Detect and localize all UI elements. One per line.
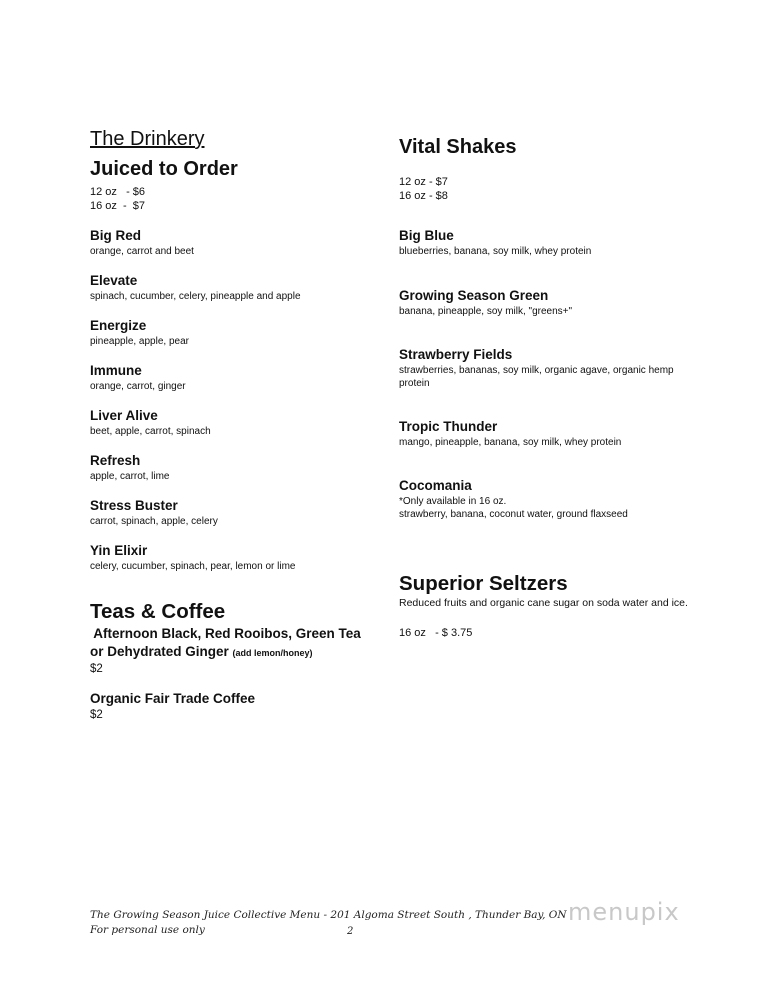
- item-desc: strawberry, banana, coconut water, ground flaxseed: [399, 509, 628, 520]
- item-name: Tropic Thunder: [399, 419, 498, 434]
- menu-item: [399, 227, 699, 258]
- item-name: Liver Alive: [90, 408, 158, 423]
- teas-line-1: Afternoon Black, Red Rooibos, Green Tea: [90, 626, 361, 641]
- item-desc: mango, pineapple, banana, soy milk, whey protein: [399, 437, 622, 448]
- shakes-price-12: 12 oz - $7: [399, 176, 448, 188]
- item-name: Energize: [90, 318, 147, 333]
- teas-line-2-text: or Dehydrated Ginger: [90, 644, 229, 659]
- seltzers-title: Superior Seltzers: [399, 572, 568, 595]
- footer-line-1: The Growing Season Juice Collective Menu - 201 Algoma Street South , Thunder Bay, ON: [90, 909, 567, 921]
- page-number: 2: [347, 926, 354, 937]
- shakes-prices: [399, 175, 699, 203]
- menu-item: [90, 227, 370, 258]
- teas-section: [90, 599, 370, 722]
- juiced-price-16: 16 oz - $7: [90, 200, 146, 212]
- menu-item: [399, 418, 699, 449]
- item-name: Big Blue: [399, 228, 454, 243]
- coffee-name: Organic Fair Trade Coffee: [90, 691, 256, 706]
- item-desc: pineapple, apple, pear: [90, 336, 189, 347]
- watermark-logo: menupix: [568, 898, 680, 926]
- left-column: [90, 128, 370, 722]
- brand-title: The Drinkery: [90, 128, 205, 150]
- shakes-price-16: 16 oz - $8: [399, 190, 448, 202]
- item-note: *Only available in 16 oz.: [399, 496, 507, 507]
- shakes-title: Vital Shakes: [399, 136, 517, 158]
- menu-item: [399, 346, 699, 390]
- teas-note: (add lemon/honey): [232, 648, 313, 658]
- item-desc: banana, pineapple, soy milk, "greens+": [399, 306, 573, 317]
- item-name: Immune: [90, 363, 142, 378]
- item-name: Strawberry Fields: [399, 347, 513, 362]
- item-desc: orange, carrot, ginger: [90, 381, 186, 392]
- seltzers-section: [399, 571, 699, 640]
- menu-item: [90, 272, 370, 303]
- juiced-prices: [90, 185, 370, 213]
- seltzers-desc: Reduced fruits and organic cane sugar on soda water and ice.: [399, 597, 688, 609]
- item-desc: blueberries, banana, soy milk, whey protein: [399, 246, 592, 257]
- item-desc: carrot, spinach, apple, celery: [90, 516, 218, 527]
- item-name: Big Red: [90, 228, 142, 243]
- item-name: Cocomania: [399, 478, 472, 493]
- coffee-price: $2: [90, 709, 103, 721]
- teas-line-2: [90, 643, 370, 662]
- item-name: Refresh: [90, 453, 141, 468]
- item-name: Elevate: [90, 273, 138, 288]
- item-name: Stress Buster: [90, 498, 178, 513]
- seltzers-price: 16 oz - $ 3.75: [399, 627, 473, 639]
- menu-item: [90, 452, 370, 483]
- coffee-item: [90, 690, 370, 722]
- menu-item: [90, 497, 370, 528]
- menu-item: [90, 362, 370, 393]
- menu-item: [90, 317, 370, 348]
- footer-line-2: For personal use only: [90, 924, 205, 936]
- menu-item: [90, 407, 370, 438]
- teas-price: $2: [90, 663, 103, 675]
- teas-title: Teas & Coffee: [90, 600, 226, 623]
- footer: [90, 908, 567, 938]
- item-desc: celery, cucumber, spinach, pear, lemon or lime: [90, 561, 296, 572]
- item-desc: strawberries, bananas, soy milk, organic agave, organic hemp protein: [399, 365, 674, 389]
- item-desc: spinach, cucumber, celery, pineapple and apple: [90, 291, 301, 302]
- item-desc: beet, apple, carrot, spinach: [90, 426, 211, 437]
- menu-item: [399, 477, 699, 521]
- item-name: Yin Elixir: [90, 543, 148, 558]
- item-desc: apple, carrot, lime: [90, 471, 170, 482]
- juiced-title: Juiced to Order: [90, 158, 238, 180]
- menu-item: [90, 542, 370, 573]
- juiced-price-12: 12 oz - $6: [90, 186, 146, 198]
- item-desc: orange, carrot and beet: [90, 246, 194, 257]
- item-name: Growing Season Green: [399, 288, 549, 303]
- menu-item: [399, 287, 699, 318]
- right-column: [399, 135, 699, 640]
